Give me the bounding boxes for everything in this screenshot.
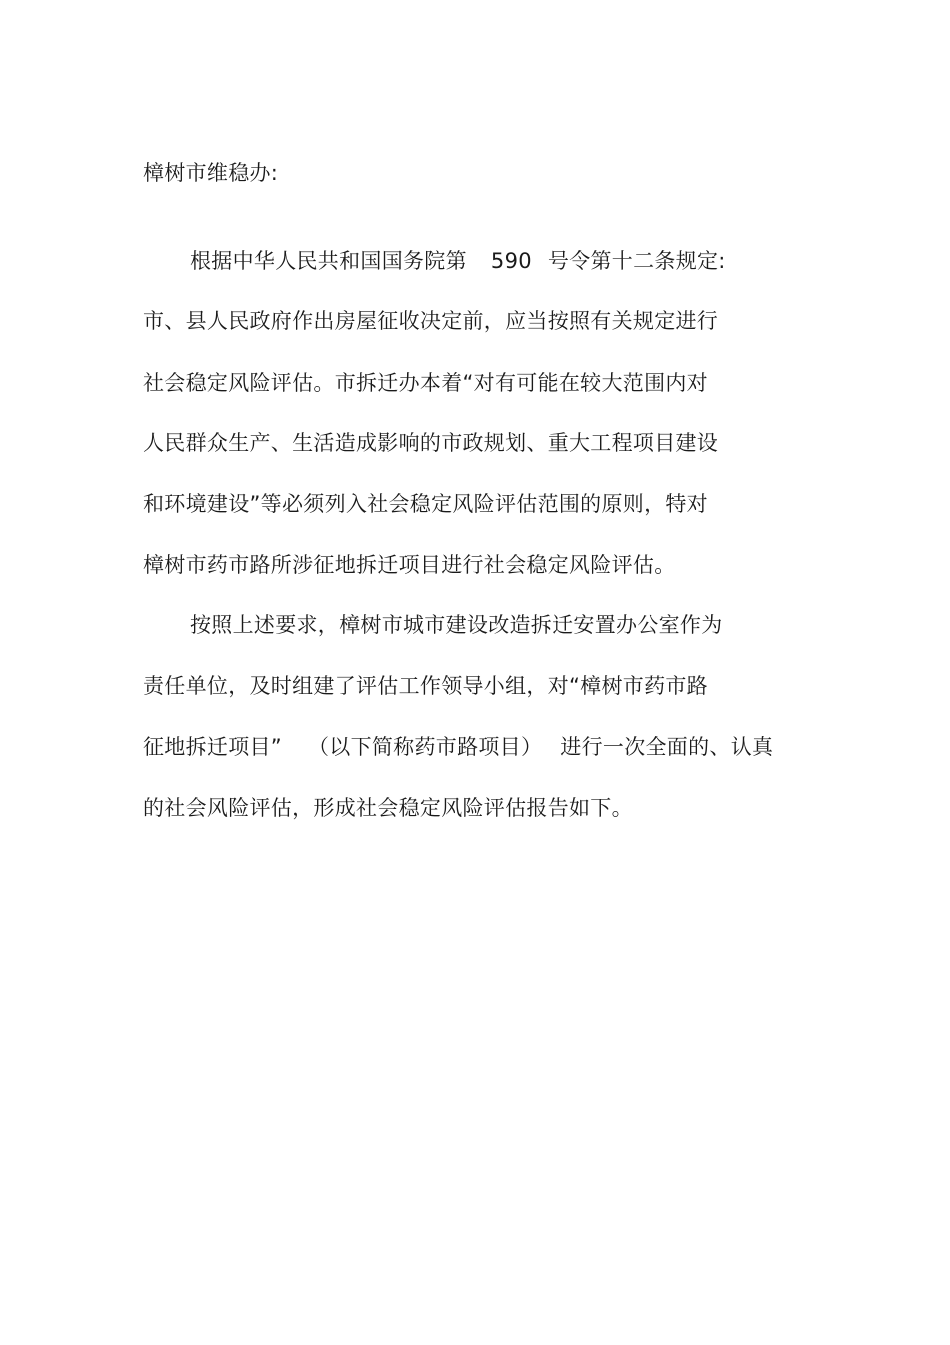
paragraph-1-line-4: 人民群众生产、生活造成影响的市政规划、重大工程项目建设 bbox=[143, 431, 719, 455]
paragraph-1-line-1 bbox=[190, 248, 726, 274]
text-segment: 号令第十二条规定: bbox=[547, 249, 726, 273]
paragraph-2-line-1: 按照上述要求，樟树市城市建设改造拆迁安置办公室作为 bbox=[190, 613, 723, 637]
text-segment: 进行一次全面的、认真 bbox=[560, 735, 774, 759]
text-segment: （以下简称药市路项目） bbox=[307, 735, 543, 759]
decree-number: 590 bbox=[490, 249, 532, 273]
paragraph-2-line-2: 责任单位，及时组建了评估工作领导小组，对“樟树市药市路 bbox=[143, 674, 708, 698]
paragraph-2-line-4: 的社会风险评估，形成社会稳定风险评估报告如下。 bbox=[143, 796, 633, 820]
paragraph-1-line-3: 社会稳定风险评估。市拆迁办本着“对有可能在较大范围内对 bbox=[143, 371, 708, 395]
text-segment: 根据中华人民共和国国务院第 bbox=[190, 249, 467, 273]
paragraph-1-line-5: 和环境建设”等必须列入社会稳定风险评估范围的原则，特对 bbox=[143, 492, 708, 516]
paragraph-2-line-3 bbox=[143, 734, 773, 760]
text-segment: 征地拆迁项目” bbox=[143, 735, 282, 759]
salutation: 樟树市维稳办: bbox=[143, 161, 279, 185]
paragraph-1-line-6: 樟树市药市路所涉征地拆迁项目进行社会稳定风险评估。 bbox=[143, 553, 676, 577]
paragraph-1-line-2: 市、县人民政府作出房屋征收决定前，应当按照有关规定进行 bbox=[143, 309, 719, 333]
